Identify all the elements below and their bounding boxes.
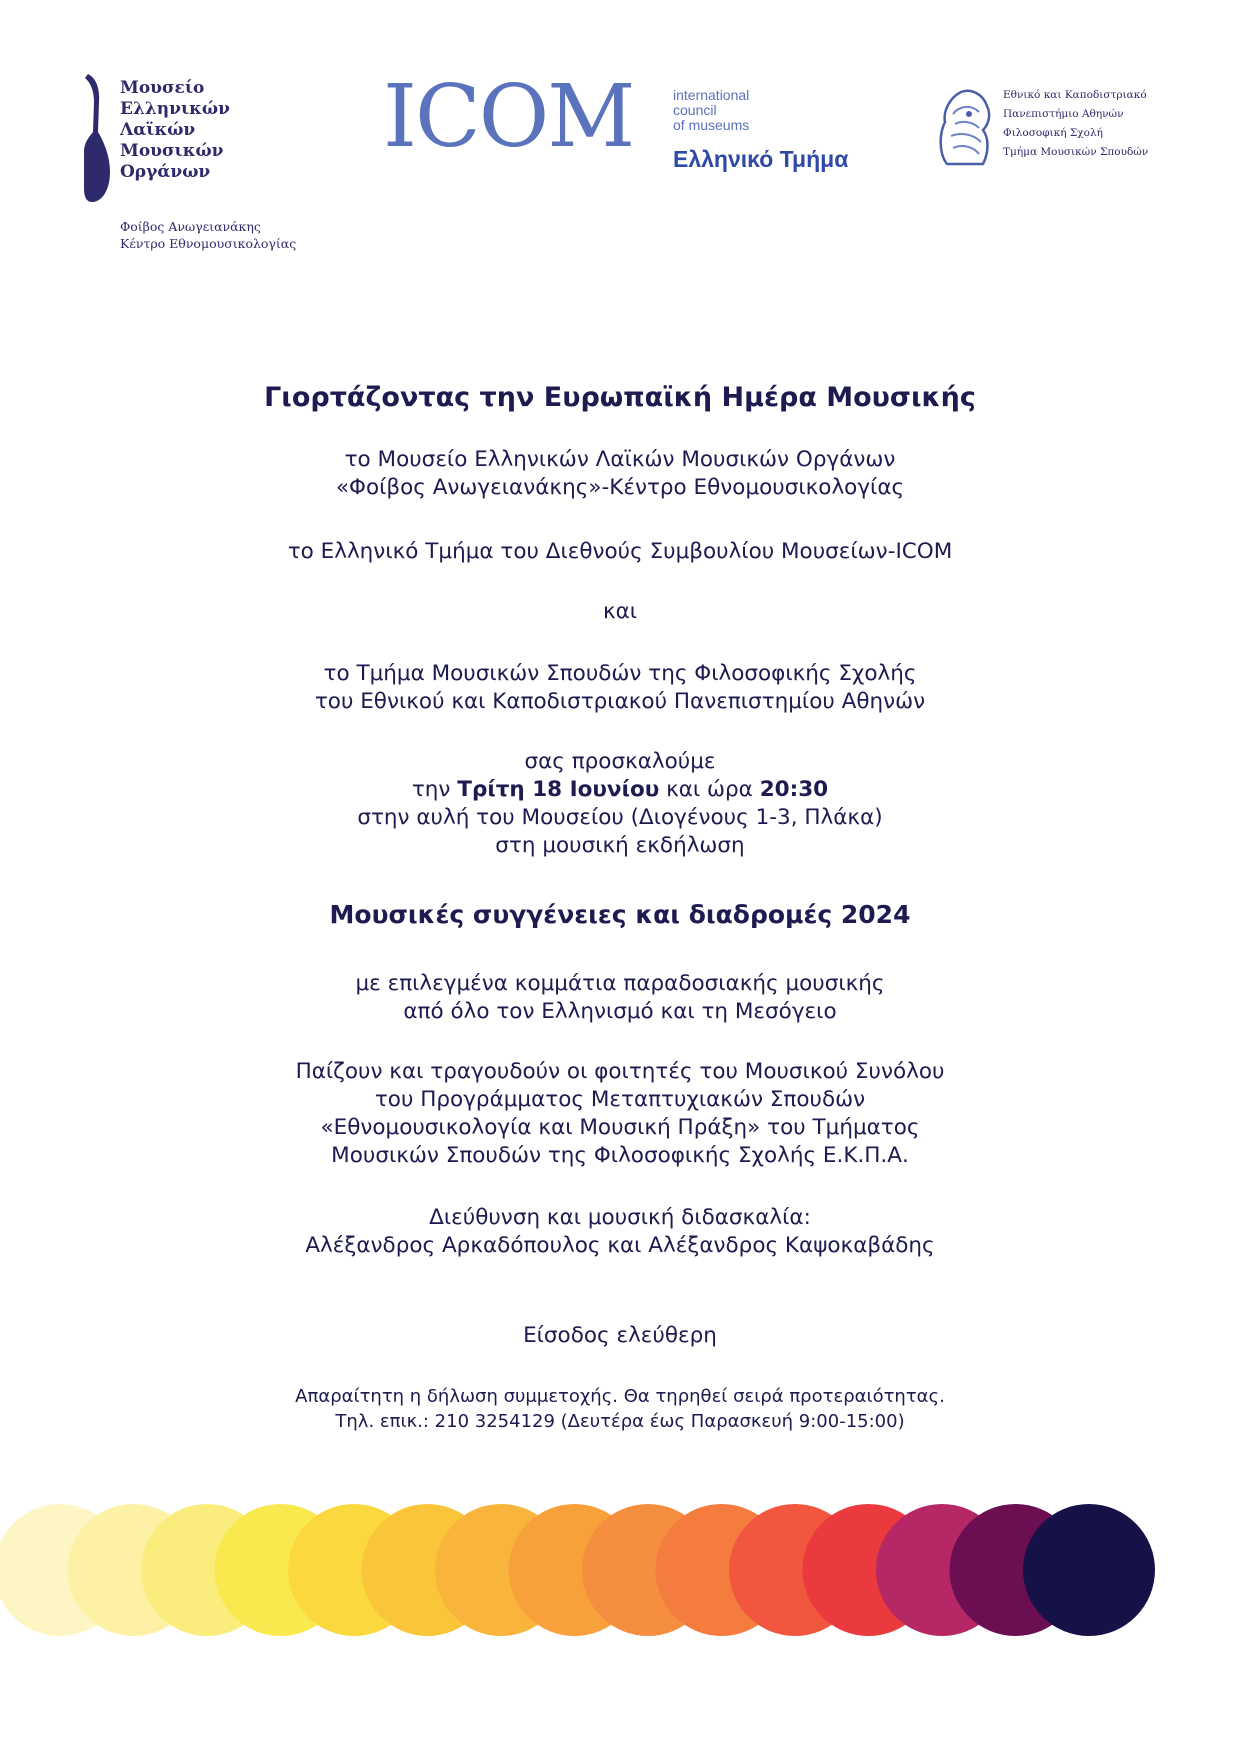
icom-descriptor-line: council (673, 102, 717, 118)
icom-department: Ελληνικό Τμήμα (673, 146, 849, 172)
museum-subtitle-line: Κέντρο Εθνομουσικολογίας (120, 236, 297, 251)
organizer-line: του Εθνικού και Καποδιστριακού Πανεπιστημίου Αθηνών (314, 689, 926, 714)
description-line: από όλο τον Ελληνισμό και τη Μεσόγειο (403, 999, 837, 1024)
color-circles-band (0, 1504, 1240, 1636)
museum-name-line: Οργάνων (120, 162, 211, 182)
university-name-line: Εθνικό και Καποδιστριακό (1003, 89, 1147, 101)
direction (0, 1204, 1240, 1260)
event-time: 20:30 (759, 777, 829, 802)
date-prefix: την (411, 777, 458, 802)
university-name-line: Πανεπιστήμιο Αθηνών (1003, 108, 1124, 120)
museum-name-line: Λαϊκών (120, 120, 196, 140)
decorative-circle (1023, 1504, 1155, 1636)
museum-subtitle-line: Φοίβος Ανωγειανάκης (120, 219, 261, 234)
registration-note (0, 1384, 1240, 1434)
museum-name-line: Ελληνικών (120, 99, 230, 119)
icom-logo (383, 67, 883, 180)
performers-line: του Προγράμματος Μεταπτυχιακών Σπουδών (374, 1087, 866, 1112)
museum-logo (82, 72, 342, 262)
note-line: Τηλ. επικ.: 210 3254129 (Δευτέρα έως Παρασκευή 9:00-15:00) (335, 1411, 905, 1432)
date-time-line (0, 776, 1240, 804)
event-description (0, 970, 1240, 1026)
event-intro-line: στη μουσική εκδήλωση (495, 833, 745, 858)
performers (0, 1058, 1240, 1170)
venue-line: στην αυλή του Μουσείου (Διογένους 1-3, Πλάκα) (357, 805, 883, 830)
invitation-details (0, 748, 1240, 860)
organizer-line: το Ελληνικό Τμήμα του Διεθνούς Συμβουλίου Μουσείων-ICOM (287, 539, 953, 564)
icom-descriptor (673, 88, 749, 133)
organizer-university (0, 660, 1240, 716)
performers-line: «Εθνομουσικολογία και Μουσική Πράξη» του Τμήματος (320, 1115, 920, 1140)
invitation-title: Γιορτάζοντας την Ευρωπαϊκή Ημέρα Μουσικής (264, 382, 976, 413)
note-line: Απαραίτητη η δήλωση συμμετοχής. Θα τηρηθεί σειρά προτεραιότητας. (295, 1386, 945, 1407)
university-name (1003, 86, 1148, 162)
invite-line: σας προσκαλούμε (524, 749, 716, 774)
museum-name-line: Μουσικών (120, 141, 224, 161)
organizer-museum (0, 446, 1240, 502)
icom-descriptor-line: of museums (673, 117, 750, 133)
description-line: με επιλεγμένα κομμάτια παραδοσιακής μουσικής (355, 971, 885, 996)
museum-subtitle (120, 218, 296, 252)
instrument-silhouette-icon (82, 72, 116, 204)
performers-line: Μουσικών Σπουδών της Φιλοσοφικής Σχολής Ε.Κ.Π.Α. (331, 1143, 909, 1168)
free-entry-line: Είσοδος ελεύθερη (523, 1323, 717, 1348)
and-line: και (602, 599, 638, 624)
organizer-line: «Φοίβος Ανωγειανάκης»-Κέντρο Εθνομουσικολογίας (335, 475, 905, 500)
icom-descriptor-line: international (673, 87, 750, 103)
event-title: Μουσικές συγγένειες και διαδρομές 2024 (329, 900, 911, 929)
organizer-line: το Τμήμα Μουσικών Σπουδών της Φιλοσοφικής Σχολής (323, 661, 917, 686)
and-word (0, 598, 1240, 626)
university-name-line: Φιλοσοφική Σχολή (1003, 127, 1103, 139)
university-logo (933, 84, 1173, 174)
free-entry (0, 1322, 1240, 1350)
organizer-line: το Μουσείο Ελληνικών Λαϊκών Μουσικών Οργάνων (344, 447, 896, 472)
icom-wordmark: ICOM (383, 67, 634, 167)
organizer-icom (0, 538, 1240, 566)
performers-line: Παίζουν και τραγουδούν οι φοιτητές του Μουσικού Συνόλου (295, 1059, 945, 1084)
time-prefix: και ώρα (659, 777, 760, 802)
university-name-line: Τμήμα Μουσικών Σπουδών (1003, 146, 1149, 158)
museum-name (120, 78, 230, 183)
direction-line: Διεύθυνση και μουσική διδασκαλία: (429, 1205, 811, 1230)
athena-seal-icon (933, 84, 995, 168)
direction-line: Αλέξανδρος Αρκαδόπουλος και Αλέξανδρος Καψοκαβάδης (305, 1233, 935, 1258)
museum-name-line: Μουσείο (120, 78, 205, 98)
event-date: Τρίτη 18 Ιουνίου (457, 777, 660, 802)
